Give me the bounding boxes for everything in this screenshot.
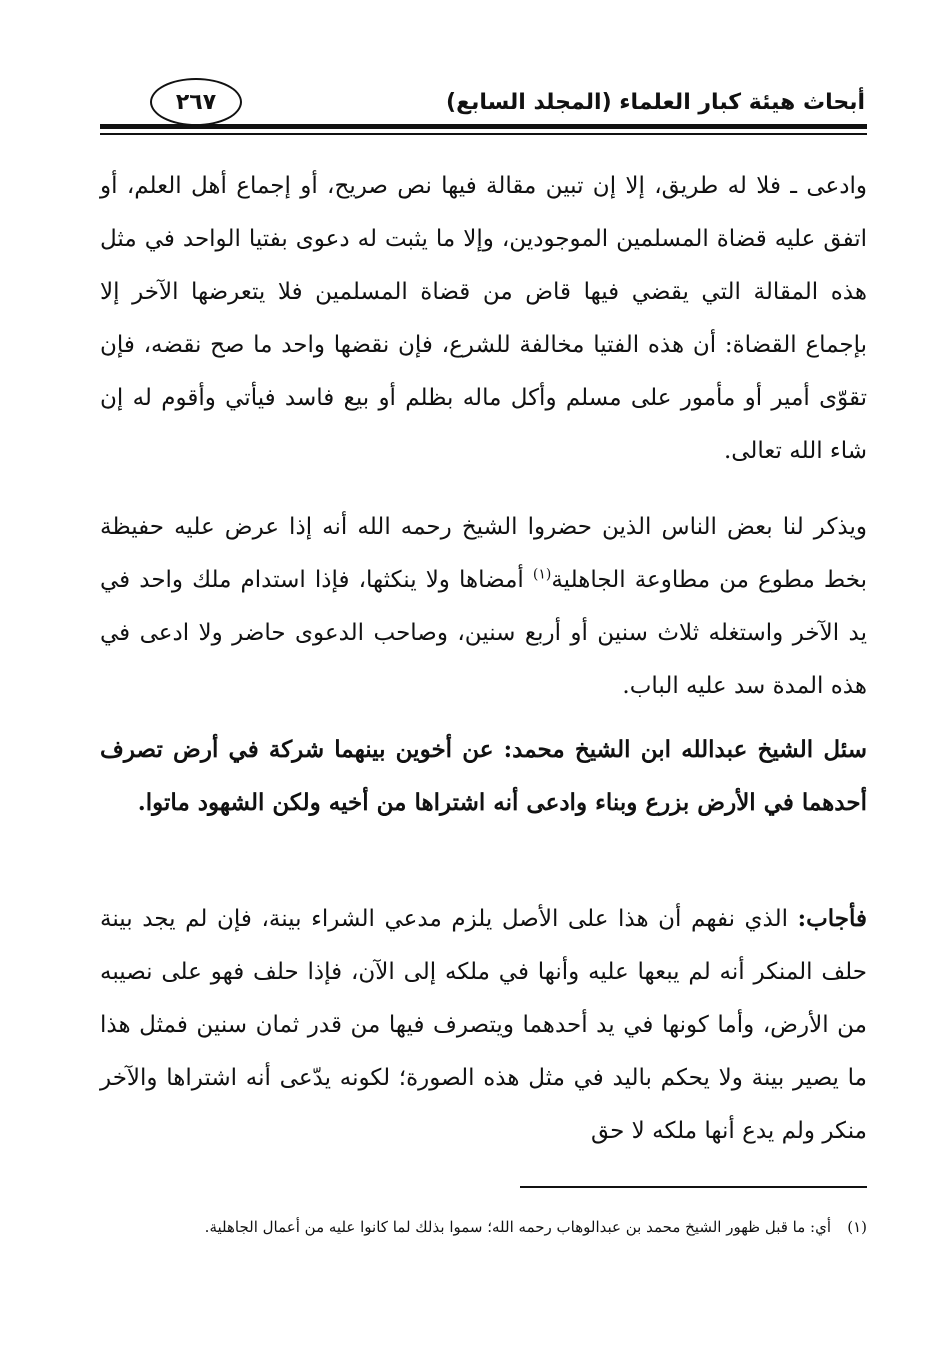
paragraph-continuation	[100, 160, 867, 478]
question-text: سئل الشيخ عبدالله ابن الشيخ محمد: عن أخوين بينهما شركة في أرض تصرف أحدهما في الأرض بزرع وبناء وادعى أنه اشتراها من أخيه ولكن الشهود ماتوا.	[100, 736, 867, 816]
paragraph-2	[100, 501, 867, 713]
paragraph-2-start: ويذكر لنا بعض الناس الذين حضروا الشيخ رحمه الله أنه إذا عرض عليه حفيظة بخط مطوع من مطاوعة الجاهلية	[100, 514, 867, 593]
question-block	[100, 723, 867, 829]
header-rule-thick	[100, 124, 867, 129]
footnote	[110, 1212, 867, 1242]
page-number-oval	[150, 78, 242, 126]
footnote-text: أي: ما قبل ظهور الشيخ محمد بن عبدالوهاب رحمه الله؛ سموا بذلك لما كانوا عليه من أعمال الجاهلية.	[204, 1218, 831, 1236]
paragraph-2-end: أمضاها ولا ينكثها، فإذا استدام ملك واحد في يد الآخر واستغله ثلاث سنين أو أربع سنين، وصاحب الدعوى حاضر ولا ادعى في هذه المدة سد عليه الباب.	[100, 567, 867, 699]
answer-block	[100, 892, 867, 1158]
answer-text: الذي نفهم أن هذا على الأصل يلزم مدعي الشراء بينة، فإن لم يجد بينة حلف المنكر أنه لم يبعها عليه وأنها في ملكه إلى الآن، فإذا حلف فهو على نصيبه من الأرض، وأما كونها في يد أحدهما ويتصرف فيها من قدر ثمان سنين فمثل هذا ما يصير بينة ولا يحكم باليد في مثل هذه الصورة؛ لكونه يدّعى أنه اشتراها والآخر منكر ولم يدع أنها ملكه لا حق	[100, 906, 867, 1144]
paragraph-report	[100, 501, 867, 713]
page-number: ٢٦٧	[175, 89, 217, 115]
answer-paragraph	[100, 892, 867, 1158]
footnote-separator	[520, 1186, 867, 1188]
answer-lead: فأجاب:	[797, 905, 867, 932]
footnote-reference[interactable]: (١)	[532, 566, 552, 583]
footnote-number: (١)	[847, 1218, 867, 1236]
header-rule-thin	[100, 133, 867, 135]
running-header-title: أبحاث هيئة كبار العلماء (المجلد السابع)	[446, 90, 865, 115]
paragraph-1-text: وادعى ـ فلا له طريق، إلا إن تبين مقالة فيها نص صريح، أو إجماع أهل العلم، أو اتفق عليه قضاة المسلمين الموجودين، وإلا ما يثبت له دعوى بفتيا الواحد في مثل هذه المقالة التي يقضي فيها قاض من قضاة المسلمين فلا يتعرضها الآخر إلا بإجماع القضاة: أن هذه الفتيا مخالفة للشرع، فإن نقضها واحد ما صح نقضه، فإن تقوّى أمير أو مأمور على مسلم وأكل ماله بظلم أو بيع فاسد فيأتي وأقوم له إن شاء الله تعالى.	[100, 173, 867, 464]
